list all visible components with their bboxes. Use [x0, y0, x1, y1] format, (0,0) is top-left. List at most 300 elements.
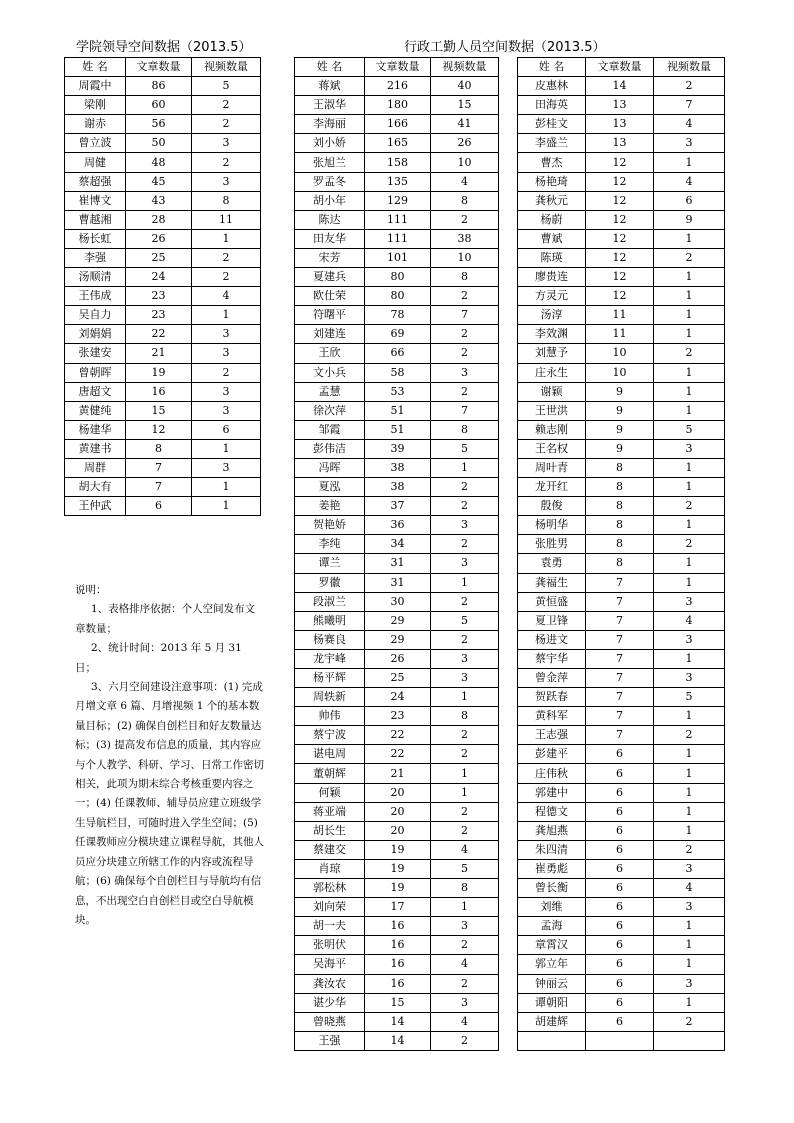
header-name: 姓 名 — [518, 58, 586, 77]
article-count-cell: 9 — [586, 439, 654, 458]
article-count-cell: 6 — [586, 859, 654, 878]
name-cell: 胡大有 — [65, 478, 126, 497]
table-row — [295, 802, 499, 821]
table-row — [518, 783, 725, 802]
article-count-cell: 15 — [365, 993, 431, 1012]
table-row — [518, 611, 725, 630]
table-row — [295, 783, 499, 802]
article-count-cell: 20 — [365, 802, 431, 821]
name-cell: 汤淳 — [518, 306, 586, 325]
article-count-cell: 16 — [365, 917, 431, 936]
name-cell: 周轶新 — [295, 688, 365, 707]
name-cell: 肖琼 — [295, 859, 365, 878]
name-cell: 邹霞 — [295, 420, 365, 439]
table-row — [295, 840, 499, 859]
header-name: 姓 名 — [65, 58, 126, 77]
header-videos: 视频数量 — [431, 58, 499, 77]
video-count-cell: 1 — [654, 478, 725, 497]
video-count-cell: 8 — [192, 191, 261, 210]
name-cell: 王仲武 — [65, 497, 126, 516]
name-cell: 龚汝农 — [295, 974, 365, 993]
name-cell: 郭建中 — [518, 783, 586, 802]
video-count-cell: 2 — [431, 974, 499, 993]
video-count-cell: 1 — [654, 955, 725, 974]
table-row — [295, 859, 499, 878]
article-count-cell: 180 — [365, 96, 431, 115]
table-row — [295, 1012, 499, 1031]
table-row — [518, 191, 725, 210]
name-cell: 曾晓燕 — [295, 1012, 365, 1031]
table-row — [295, 287, 499, 306]
article-count-cell: 13 — [586, 134, 654, 153]
table-row — [65, 382, 261, 401]
name-cell: 文小兵 — [295, 363, 365, 382]
name-cell: 吴自力 — [65, 306, 126, 325]
table-row — [65, 172, 261, 191]
article-count-cell: 12 — [586, 153, 654, 172]
video-count-cell: 1 — [654, 707, 725, 726]
article-count-cell: 22 — [365, 745, 431, 764]
table-row — [295, 382, 499, 401]
name-cell: 周叶青 — [518, 458, 586, 477]
name-cell: 杨长虹 — [65, 229, 126, 248]
article-count-cell: 29 — [365, 630, 431, 649]
video-count-cell: 2 — [431, 535, 499, 554]
article-count-cell: 56 — [126, 115, 192, 134]
table-row — [65, 287, 261, 306]
table-row — [518, 1012, 725, 1031]
article-count-cell: 12 — [586, 210, 654, 229]
name-cell: 蔡宇华 — [518, 649, 586, 668]
table-row — [295, 363, 499, 382]
name-cell: 张胜男 — [518, 535, 586, 554]
table-row — [295, 898, 499, 917]
name-cell: 王淑华 — [295, 96, 365, 115]
article-count-cell: 53 — [365, 382, 431, 401]
name-cell: 章霄汉 — [518, 936, 586, 955]
name-cell: 曾朝晖 — [65, 363, 126, 382]
table-row — [65, 191, 261, 210]
video-count-cell: 3 — [431, 917, 499, 936]
video-count-cell: 3 — [192, 458, 261, 477]
article-count-cell — [586, 1031, 654, 1050]
table-row — [518, 879, 725, 898]
table-row — [65, 325, 261, 344]
table-row — [295, 325, 499, 344]
video-count-cell: 3 — [431, 649, 499, 668]
video-count-cell: 6 — [192, 420, 261, 439]
table-row — [65, 210, 261, 229]
video-count-cell: 1 — [192, 229, 261, 248]
video-count-cell: 1 — [654, 287, 725, 306]
article-count-cell: 6 — [586, 879, 654, 898]
article-count-cell: 58 — [365, 363, 431, 382]
table-row — [518, 592, 725, 611]
article-count-cell: 6 — [586, 840, 654, 859]
article-count-cell: 7 — [126, 478, 192, 497]
video-count-cell: 8 — [431, 191, 499, 210]
article-count-cell: 8 — [586, 497, 654, 516]
article-count-cell: 13 — [586, 115, 654, 134]
table-row — [295, 955, 499, 974]
table-row — [295, 917, 499, 936]
table-row — [295, 77, 499, 96]
name-cell: 蔡宁波 — [295, 726, 365, 745]
article-count-cell: 51 — [365, 420, 431, 439]
table-row — [518, 420, 725, 439]
table-row — [295, 1031, 499, 1050]
table-row — [518, 172, 725, 191]
video-count-cell: 4 — [654, 611, 725, 630]
video-count-cell: 1 — [654, 458, 725, 477]
video-count-cell: 1 — [192, 306, 261, 325]
name-cell: 庄伟秋 — [518, 764, 586, 783]
article-count-cell: 7 — [586, 688, 654, 707]
name-cell: 龚秋元 — [518, 191, 586, 210]
table-row — [65, 268, 261, 287]
name-cell: 孟海 — [518, 917, 586, 936]
name-cell: 曾长衡 — [518, 879, 586, 898]
video-count-cell: 3 — [192, 401, 261, 420]
table-row — [295, 210, 499, 229]
video-count-cell: 8 — [431, 707, 499, 726]
notes-heading: 说明： — [75, 584, 107, 596]
video-count-cell: 3 — [431, 516, 499, 535]
video-count-cell: 1 — [654, 745, 725, 764]
name-cell — [518, 1031, 586, 1050]
table-row — [295, 134, 499, 153]
name-cell: 杨明华 — [518, 516, 586, 535]
video-count-cell: 3 — [431, 669, 499, 688]
video-count-cell: 4 — [431, 955, 499, 974]
article-count-cell: 28 — [126, 210, 192, 229]
table-row — [295, 669, 499, 688]
video-count-cell: 1 — [654, 917, 725, 936]
video-count-cell: 1 — [431, 688, 499, 707]
name-cell: 崔博文 — [65, 191, 126, 210]
table-row — [295, 649, 499, 668]
video-count-cell: 1 — [654, 516, 725, 535]
table-row — [518, 630, 725, 649]
video-count-cell: 3 — [654, 630, 725, 649]
name-cell: 蔡建交 — [295, 840, 365, 859]
video-count-cell: 8 — [431, 420, 499, 439]
name-cell: 胡建辉 — [518, 1012, 586, 1031]
article-count-cell: 80 — [365, 287, 431, 306]
article-count-cell: 80 — [365, 268, 431, 287]
table-row — [295, 420, 499, 439]
video-count-cell: 40 — [431, 77, 499, 96]
name-cell: 谭兰 — [295, 554, 365, 573]
article-count-cell: 38 — [365, 458, 431, 477]
video-count-cell: 2 — [431, 630, 499, 649]
name-cell: 蒋亚端 — [295, 802, 365, 821]
name-cell: 夏泓 — [295, 478, 365, 497]
article-count-cell: 6 — [126, 497, 192, 516]
right-title: 行政工勤人员空间数据（2013.5） — [404, 40, 606, 55]
video-count-cell: 4 — [431, 1012, 499, 1031]
video-count-cell: 1 — [654, 764, 725, 783]
video-count-cell: 2 — [431, 821, 499, 840]
article-count-cell: 22 — [126, 325, 192, 344]
name-cell: 谭朝阳 — [518, 993, 586, 1012]
video-count-cell: 3 — [654, 439, 725, 458]
video-count-cell: 3 — [192, 325, 261, 344]
article-count-cell: 26 — [126, 229, 192, 248]
article-count-cell: 36 — [365, 516, 431, 535]
table-row — [518, 516, 725, 535]
article-count-cell: 6 — [586, 993, 654, 1012]
article-count-cell: 19 — [365, 879, 431, 898]
table-row — [295, 439, 499, 458]
name-cell: 罗徽 — [295, 573, 365, 592]
table-row — [518, 134, 725, 153]
video-count-cell: 4 — [431, 840, 499, 859]
table-row — [518, 153, 725, 172]
table-row — [295, 172, 499, 191]
article-count-cell: 7 — [586, 630, 654, 649]
video-count-cell: 2 — [192, 363, 261, 382]
article-count-cell: 10 — [586, 363, 654, 382]
article-count-cell: 165 — [365, 134, 431, 153]
video-count-cell: 5 — [654, 688, 725, 707]
video-count-cell: 9 — [654, 210, 725, 229]
name-cell: 刘小娇 — [295, 134, 365, 153]
table-row — [518, 306, 725, 325]
name-cell: 董朝辉 — [295, 764, 365, 783]
name-cell: 夏建兵 — [295, 268, 365, 287]
table-row — [518, 115, 725, 134]
article-count-cell: 34 — [365, 535, 431, 554]
article-count-cell: 7 — [586, 611, 654, 630]
name-cell: 张明伏 — [295, 936, 365, 955]
table-row — [518, 229, 725, 248]
table-row — [295, 630, 499, 649]
name-cell: 刘慧予 — [518, 344, 586, 363]
table-row — [65, 248, 261, 267]
name-cell: 崔勇彪 — [518, 859, 586, 878]
left-data-table — [64, 57, 261, 516]
video-count-cell: 2 — [431, 382, 499, 401]
note-stat-time: 2、统计时间：2013 年 5 月 31 日； — [75, 642, 242, 674]
table-row — [518, 688, 725, 707]
name-cell: 胡小年 — [295, 191, 365, 210]
article-count-cell: 7 — [586, 726, 654, 745]
article-count-cell: 14 — [365, 1031, 431, 1050]
article-count-cell: 6 — [586, 955, 654, 974]
name-cell: 郭松林 — [295, 879, 365, 898]
video-count-cell: 3 — [431, 554, 499, 573]
table-row — [518, 1031, 725, 1050]
name-cell: 郭立年 — [518, 955, 586, 974]
table-row — [65, 401, 261, 420]
article-count-cell: 25 — [126, 248, 192, 267]
table-row — [295, 229, 499, 248]
video-count-cell: 1 — [654, 306, 725, 325]
video-count-cell: 1 — [654, 153, 725, 172]
name-cell: 夏卫锋 — [518, 611, 586, 630]
article-count-cell: 43 — [126, 191, 192, 210]
name-cell: 谌电周 — [295, 745, 365, 764]
video-count-cell: 1 — [654, 382, 725, 401]
table-row — [518, 382, 725, 401]
article-count-cell: 7 — [126, 458, 192, 477]
video-count-cell: 15 — [431, 96, 499, 115]
table-row — [518, 268, 725, 287]
video-count-cell: 7 — [654, 96, 725, 115]
video-count-cell: 4 — [654, 879, 725, 898]
video-count-cell: 4 — [192, 287, 261, 306]
name-cell: 刘向荣 — [295, 898, 365, 917]
article-count-cell: 6 — [586, 764, 654, 783]
video-count-cell: 3 — [192, 344, 261, 363]
article-count-cell: 8 — [126, 439, 192, 458]
article-count-cell: 16 — [365, 936, 431, 955]
name-cell: 黄建书 — [65, 439, 126, 458]
table-row — [295, 497, 499, 516]
video-count-cell: 2 — [192, 248, 261, 267]
video-count-cell: 2 — [431, 745, 499, 764]
name-cell: 张旭兰 — [295, 153, 365, 172]
table-row — [518, 802, 725, 821]
article-count-cell: 16 — [365, 955, 431, 974]
article-count-cell: 31 — [365, 554, 431, 573]
name-cell: 胡长生 — [295, 821, 365, 840]
article-count-cell: 23 — [365, 707, 431, 726]
article-count-cell: 20 — [365, 821, 431, 840]
video-count-cell: 2 — [431, 1031, 499, 1050]
video-count-cell: 26 — [431, 134, 499, 153]
name-cell: 王强 — [295, 1031, 365, 1050]
header-videos: 视频数量 — [192, 58, 261, 77]
name-cell: 王名权 — [518, 439, 586, 458]
name-cell: 陈瑛 — [518, 248, 586, 267]
video-count-cell: 8 — [431, 879, 499, 898]
video-count-cell: 3 — [654, 134, 725, 153]
article-count-cell: 6 — [586, 821, 654, 840]
article-count-cell: 8 — [586, 535, 654, 554]
article-count-cell: 8 — [586, 458, 654, 477]
table-row — [65, 478, 261, 497]
video-count-cell: 3 — [431, 363, 499, 382]
article-count-cell: 45 — [126, 172, 192, 191]
name-cell: 姜艳 — [295, 497, 365, 516]
name-cell: 廖贵连 — [518, 268, 586, 287]
table-row — [295, 248, 499, 267]
table-row — [518, 745, 725, 764]
article-count-cell: 10 — [586, 344, 654, 363]
name-cell: 彭伟洁 — [295, 439, 365, 458]
name-cell: 李盛兰 — [518, 134, 586, 153]
table-row — [295, 115, 499, 134]
name-cell: 彭桂文 — [518, 115, 586, 134]
table-row — [295, 516, 499, 535]
video-count-cell: 1 — [431, 898, 499, 917]
table-row — [65, 229, 261, 248]
table-row — [295, 821, 499, 840]
video-count-cell: 1 — [431, 458, 499, 477]
article-count-cell: 13 — [586, 96, 654, 115]
table-row — [295, 306, 499, 325]
article-count-cell: 15 — [126, 401, 192, 420]
video-count-cell: 1 — [654, 325, 725, 344]
article-count-cell: 37 — [365, 497, 431, 516]
article-count-cell: 25 — [365, 669, 431, 688]
name-cell: 宋芳 — [295, 248, 365, 267]
article-count-cell: 31 — [365, 573, 431, 592]
video-count-cell: 1 — [654, 229, 725, 248]
video-count-cell: 7 — [431, 401, 499, 420]
article-count-cell: 12 — [586, 287, 654, 306]
name-cell: 吴海平 — [295, 955, 365, 974]
article-count-cell: 158 — [365, 153, 431, 172]
table-row — [295, 153, 499, 172]
article-count-cell: 48 — [126, 153, 192, 172]
article-count-cell: 12 — [586, 229, 654, 248]
name-cell: 袁勇 — [518, 554, 586, 573]
name-cell: 黄恒盛 — [518, 592, 586, 611]
table-row — [295, 764, 499, 783]
video-count-cell: 2 — [431, 478, 499, 497]
article-count-cell: 129 — [365, 191, 431, 210]
article-count-cell: 11 — [586, 325, 654, 344]
video-count-cell: 2 — [654, 248, 725, 267]
article-count-cell: 17 — [365, 898, 431, 917]
article-count-cell: 9 — [586, 420, 654, 439]
table-row — [65, 420, 261, 439]
table-row — [295, 745, 499, 764]
video-count-cell: 2 — [654, 1012, 725, 1031]
table-row — [295, 535, 499, 554]
video-count-cell: 1 — [192, 497, 261, 516]
name-cell: 朱四清 — [518, 840, 586, 859]
table-row — [295, 974, 499, 993]
table-row — [295, 458, 499, 477]
article-count-cell: 24 — [126, 268, 192, 287]
article-count-cell: 16 — [126, 382, 192, 401]
name-cell: 田友华 — [295, 229, 365, 248]
article-count-cell: 16 — [365, 974, 431, 993]
name-cell: 龙开红 — [518, 478, 586, 497]
table-row — [518, 287, 725, 306]
video-count-cell: 2 — [192, 115, 261, 134]
article-count-cell: 7 — [586, 669, 654, 688]
name-cell: 陈达 — [295, 210, 365, 229]
name-cell: 龙宇峰 — [295, 649, 365, 668]
video-count-cell: 6 — [654, 191, 725, 210]
name-cell: 杨赛良 — [295, 630, 365, 649]
table-row — [518, 497, 725, 516]
video-count-cell: 2 — [654, 535, 725, 554]
video-count-cell: 8 — [431, 268, 499, 287]
name-cell: 杨艳琦 — [518, 172, 586, 191]
table-row — [518, 764, 725, 783]
video-count-cell: 1 — [431, 783, 499, 802]
name-cell: 庄永生 — [518, 363, 586, 382]
name-cell: 彭建平 — [518, 745, 586, 764]
article-count-cell: 216 — [365, 77, 431, 96]
table-row — [518, 669, 725, 688]
table-row — [518, 993, 725, 1012]
table-row — [518, 974, 725, 993]
article-count-cell: 50 — [126, 134, 192, 153]
name-cell: 李海丽 — [295, 115, 365, 134]
article-count-cell: 19 — [365, 840, 431, 859]
table-row — [295, 554, 499, 573]
table-row — [518, 401, 725, 420]
name-cell: 王欣 — [295, 344, 365, 363]
name-cell: 贺跃春 — [518, 688, 586, 707]
